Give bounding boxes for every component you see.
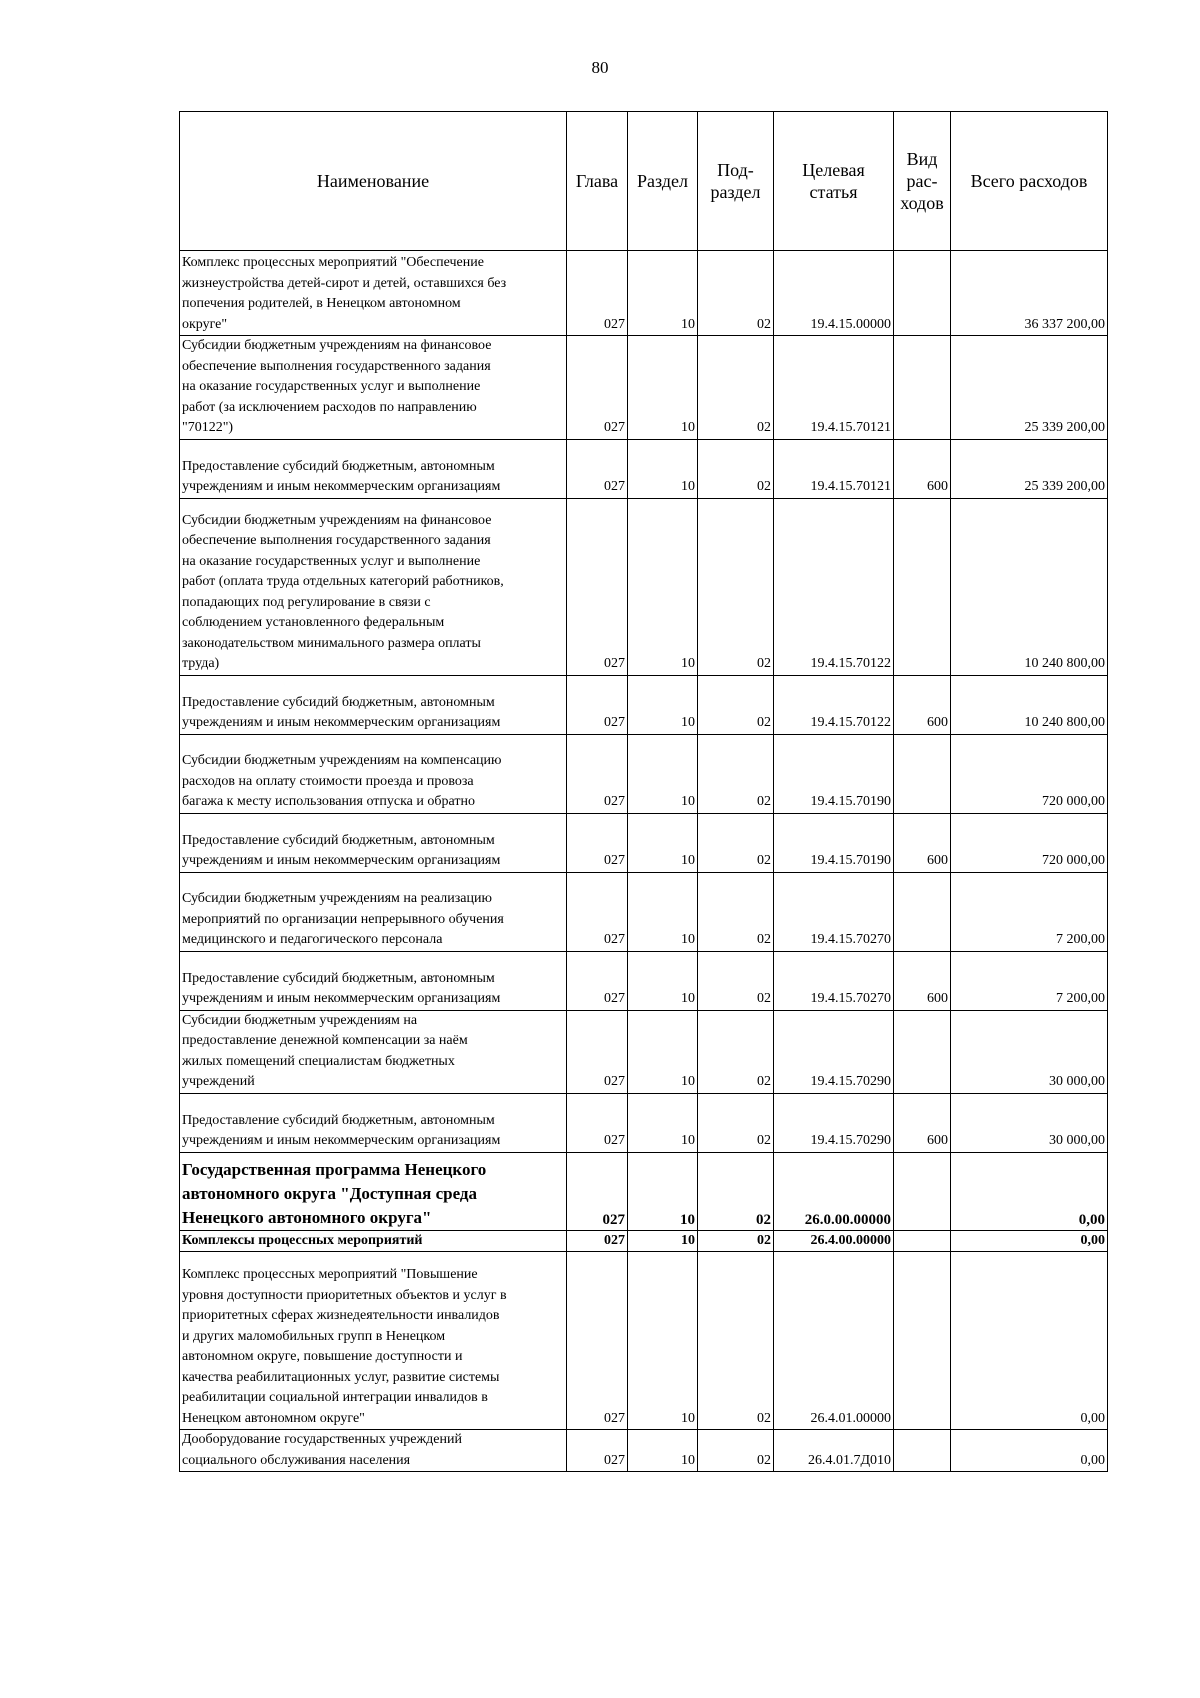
cell-glava: 027 [567, 1430, 628, 1472]
header-podrazdel: Под- раздел [698, 112, 774, 251]
cell-podrazdel: 02 [698, 675, 774, 734]
cell-razdel: 10 [628, 1010, 698, 1093]
cell-razdel: 10 [628, 951, 698, 1010]
cell-glava: 027 [567, 251, 628, 336]
cell-razdel: 10 [628, 1430, 698, 1472]
cell-celevaya: 26.4.00.00000 [774, 1230, 894, 1252]
page-number: 80 [591, 58, 609, 77]
cell-podrazdel: 02 [698, 951, 774, 1010]
header-vid: Вид рас- ходов [894, 112, 951, 251]
header-glava: Глава [567, 112, 628, 251]
table-row [180, 951, 1108, 1010]
cell-celevaya: 19.4.15.70290 [774, 1010, 894, 1093]
cell-podrazdel: 02 [698, 336, 774, 440]
cell-vid [894, 1252, 951, 1430]
cell-glava: 027 [567, 336, 628, 440]
cell-razdel: 10 [628, 675, 698, 734]
table-row [180, 336, 1108, 440]
cell-name: Дооборудование государственных учреждений социального обслуживания населения [180, 1430, 567, 1472]
cell-glava: 027 [567, 1010, 628, 1093]
cell-vid [894, 1152, 951, 1230]
cell-razdel: 10 [628, 251, 698, 336]
cell-podrazdel: 02 [698, 251, 774, 336]
table-row [180, 1010, 1108, 1093]
header-total: Всего расходов [951, 112, 1108, 251]
cell-vid [894, 336, 951, 440]
cell-vid [894, 734, 951, 813]
cell-total: 10 240 800,00 [951, 498, 1108, 675]
cell-vid [894, 1230, 951, 1252]
cell-celevaya: 19.4.15.70122 [774, 498, 894, 675]
cell-celevaya: 19.4.15.70290 [774, 1093, 894, 1152]
cell-total: 720 000,00 [951, 734, 1108, 813]
cell-razdel: 10 [628, 1252, 698, 1430]
cell-total: 0,00 [951, 1252, 1108, 1430]
cell-name: Субсидии бюджетным учреждениям на компенсацию расходов на оплату стоимости проезда и провоза багажа к месту использования отпуска и обратно [180, 734, 567, 813]
cell-glava: 027 [567, 1152, 628, 1230]
cell-vid: 600 [894, 1093, 951, 1152]
cell-glava: 027 [567, 813, 628, 872]
cell-vid [894, 1430, 951, 1472]
cell-vid: 600 [894, 813, 951, 872]
cell-podrazdel: 02 [698, 813, 774, 872]
cell-glava: 027 [567, 872, 628, 951]
cell-name: Комплексы процессных мероприятий [180, 1230, 567, 1252]
cell-vid [894, 872, 951, 951]
cell-total: 30 000,00 [951, 1010, 1108, 1093]
cell-total: 36 337 200,00 [951, 251, 1108, 336]
cell-celevaya: 19.4.15.00000 [774, 251, 894, 336]
cell-total: 7 200,00 [951, 951, 1108, 1010]
cell-celevaya: 26.4.01.00000 [774, 1252, 894, 1430]
budget-table [179, 111, 1108, 1472]
cell-total: 10 240 800,00 [951, 675, 1108, 734]
header-celevaya: Целевая статья [774, 112, 894, 251]
cell-glava: 027 [567, 1230, 628, 1252]
cell-celevaya: 19.4.15.70270 [774, 872, 894, 951]
cell-total: 720 000,00 [951, 813, 1108, 872]
cell-podrazdel: 02 [698, 1010, 774, 1093]
cell-glava: 027 [567, 498, 628, 675]
cell-glava: 027 [567, 734, 628, 813]
cell-vid [894, 498, 951, 675]
cell-celevaya: 26.4.01.7Д010 [774, 1430, 894, 1472]
cell-name: Предоставление субсидий бюджетным, автономным учреждениям и иным некоммерческим организациям [180, 439, 567, 498]
cell-glava: 027 [567, 1093, 628, 1152]
cell-total: 7 200,00 [951, 872, 1108, 951]
cell-total: 0,00 [951, 1152, 1108, 1230]
table-row [180, 251, 1108, 336]
cell-podrazdel: 02 [698, 1152, 774, 1230]
cell-razdel: 10 [628, 498, 698, 675]
cell-total: 25 339 200,00 [951, 439, 1108, 498]
cell-name: Предоставление субсидий бюджетным, автономным учреждениям и иным некоммерческим организациям [180, 1093, 567, 1152]
cell-name: Комплекс процессных мероприятий "Обеспечение жизнеустройства детей-сирот и детей, оставшихся без попечения родителей, в Ненецком автономном округе" [180, 251, 567, 336]
table-row [180, 1252, 1108, 1430]
cell-vid: 600 [894, 675, 951, 734]
cell-vid [894, 251, 951, 336]
cell-vid: 600 [894, 951, 951, 1010]
cell-celevaya: 19.4.15.70122 [774, 675, 894, 734]
cell-name: Субсидии бюджетным учреждениям на предоставление денежной компенсации за наём жилых помещений специалистам бюджетных учреждений [180, 1010, 567, 1093]
cell-razdel: 10 [628, 336, 698, 440]
cell-name: Субсидии бюджетным учреждениям на финансовое обеспечение выполнения государственного задания на оказание государственных услуг и выполнение работ (за исключением расходов по направлению "70122") [180, 336, 567, 440]
cell-podrazdel: 02 [698, 1230, 774, 1252]
cell-celevaya: 19.4.15.70190 [774, 734, 894, 813]
cell-celevaya: 19.4.15.70270 [774, 951, 894, 1010]
cell-total: 25 339 200,00 [951, 336, 1108, 440]
cell-celevaya: 19.4.15.70190 [774, 813, 894, 872]
cell-razdel: 10 [628, 1230, 698, 1252]
table-row [180, 498, 1108, 675]
cell-podrazdel: 02 [698, 1430, 774, 1472]
cell-celevaya: 19.4.15.70121 [774, 439, 894, 498]
cell-name: Предоставление субсидий бюджетным, автономным учреждениям и иным некоммерческим организациям [180, 951, 567, 1010]
table-row [180, 439, 1108, 498]
cell-glava: 027 [567, 1252, 628, 1430]
cell-name: Предоставление субсидий бюджетным, автономным учреждениям и иным некоммерческим организациям [180, 675, 567, 734]
cell-podrazdel: 02 [698, 872, 774, 951]
cell-name: Государственная программа Ненецкого автономного округа "Доступная среда Ненецкого автономного округа" [180, 1152, 567, 1230]
cell-vid [894, 1010, 951, 1093]
cell-glava: 027 [567, 675, 628, 734]
cell-glava: 027 [567, 439, 628, 498]
cell-podrazdel: 02 [698, 734, 774, 813]
cell-razdel: 10 [628, 1152, 698, 1230]
table-row [180, 1093, 1108, 1152]
cell-podrazdel: 02 [698, 1093, 774, 1152]
cell-podrazdel: 02 [698, 498, 774, 675]
cell-name: Комплекс процессных мероприятий "Повышение уровня доступности приоритетных объектов и услуг в приоритетных сферах жизнедеятельности инвалидов и других маломобильных групп в Ненецком автономном округе, повышение доступности и качества реабилитационных услуг, развитие системы реабилитации социальной интеграции инвалидов в Ненецком автономном округе" [180, 1252, 567, 1430]
cell-celevaya: 19.4.15.70121 [774, 336, 894, 440]
cell-name: Субсидии бюджетным учреждениям на финансовое обеспечение выполнения государственного задания на оказание государственных услуг и выполнение работ (оплата труда отдельных категорий работников, попадающих под регулирование в связи с соблюдением установленного федеральным законодательством минимального размера оплаты труда) [180, 498, 567, 675]
table-row [180, 675, 1108, 734]
table-row [180, 813, 1108, 872]
table-body [180, 251, 1108, 1472]
cell-total: 0,00 [951, 1430, 1108, 1472]
cell-podrazdel: 02 [698, 439, 774, 498]
header-razdel: Раздел [628, 112, 698, 251]
table-row [180, 734, 1108, 813]
header-name: Наименование [180, 112, 567, 251]
cell-razdel: 10 [628, 734, 698, 813]
table-row [180, 872, 1108, 951]
cell-name: Предоставление субсидий бюджетным, автономным учреждениям и иным некоммерческим организациям [180, 813, 567, 872]
cell-glava: 027 [567, 951, 628, 1010]
cell-razdel: 10 [628, 813, 698, 872]
cell-podrazdel: 02 [698, 1252, 774, 1430]
cell-total: 0,00 [951, 1230, 1108, 1252]
table-row [180, 1152, 1108, 1230]
cell-name: Субсидии бюджетным учреждениям на реализацию мероприятий по организации непрерывного обучения медицинского и педагогического персонала [180, 872, 567, 951]
cell-razdel: 10 [628, 439, 698, 498]
cell-vid: 600 [894, 439, 951, 498]
table-row [180, 1430, 1108, 1472]
header-row [180, 112, 1108, 251]
table-row [180, 1230, 1108, 1252]
cell-razdel: 10 [628, 1093, 698, 1152]
cell-total: 30 000,00 [951, 1093, 1108, 1152]
cell-celevaya: 26.0.00.00000 [774, 1152, 894, 1230]
cell-razdel: 10 [628, 872, 698, 951]
